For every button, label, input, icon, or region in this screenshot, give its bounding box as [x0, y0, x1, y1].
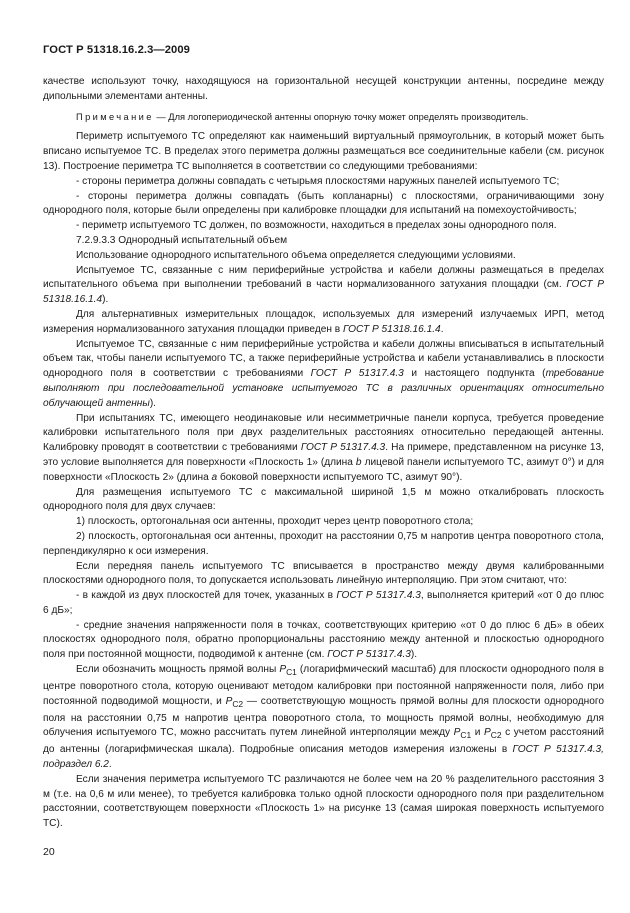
paragraph: Если значения периметра испытуемого ТС различаются не более чем на 20 % разделительного расстояния 3 м (т.е. на 0,6 м или менее), то требуется калибровка только одной плоскости однородного поля при разделительном расстоянии, соответствующем поверхности «Плоскость 1» на рисунке 13 (самая широкая поверхность испытуемого ТС).	[43, 773, 604, 830]
paragraph: 1) плоскость, ортогональная оси антенны, проходит через центр поворотного стола;	[76, 516, 474, 528]
paragraph: - периметр испытуемого ТС должен, по возможности, находиться в пределах зоны однородного поля.	[76, 220, 557, 232]
paragraph: качестве используют точку, находящуюся на горизонтальной несущей конструкции антенны, посредине между дипольными элементами антенны.	[43, 76, 604, 102]
paragraph: - в каждой из двух плоскостей для точек, указанных в ГОСТ Р 51317.4.3, выполняется критерий «от 0 до плюс 6 дБ»;	[43, 590, 604, 616]
document-body	[43, 75, 604, 832]
paragraph: Примечание — Для логопериодической антенны опорную точку может определять производитель.	[76, 111, 529, 122]
paragraph: Для альтернативных измерительных площадок, используемых для измерений излучаемых ИРП, метод измерения нормализованного затухания площадки приведен в ГОСТ Р 51318.16.1.4.	[43, 308, 604, 335]
paragraph: Использование однородного испытательного объема определяется следующими условиями.	[76, 249, 516, 261]
paragraph: Если обозначить мощность прямой волны $P_{C1}$ (логарифмический масштаб) для плоскости однородного поля в центре поворотного стола, которую оценивают методом калибровки при постоянной напряженности поля, либо при постоянной подводимой мощности, и $P_{C2}$ — соответствующую мощность прямой волны для плоскости однородного поля на расстоянии 0,75 м напротив центра поворотного стола, то мощность прямой волны, необходимую для облучения испытуемого ТС, можно рассчитать путем линейной интерполяции между $P_{C1}$ и $P_{C2}$ с учетом расстояний до антенны (логарифмическая шкала). Подробные описания методов измерения изложены в ГОСТ Р 51317.4.3, подраздел 6.2.	[43, 664, 604, 770]
paragraph: Если передняя панель испытуемого ТС вписывается в пространство между двумя калиброванными плоскостями однородного поля, то допускается использовать линейную интерполяцию. При этом считают, что:	[43, 560, 604, 587]
paragraph: - стороны периметра должны совпадать (быть копланарны) с плоскостями, ограничивающими зону однородного поля, которые были определены при калибровке площадки для испытаний на помехоустойчивость;	[43, 190, 604, 217]
paragraph: Испытуемое ТС, связанные с ним периферийные устройства и кабели должны размещаться в пределах испытательного объема при выполнении требований в части нормализованного затухания площадки (см. ГОСТ Р 51318.16.1.4).	[43, 264, 605, 306]
paragraph: - стороны периметра должны совпадать с четырьмя плоскостями наружных панелей испытуемого ТС;	[76, 175, 560, 187]
document-header: ГОСТ Р 51318.16.2.3—2009	[43, 44, 191, 56]
paragraph: 2) плоскость, ортогональная оси антенны, проходит на расстоянии 0,75 м напротив центра поворотного стола, перпендикулярно к оси измерения.	[43, 530, 604, 557]
paragraph: 7.2.9.3.3 Однородный испытательный объем	[76, 234, 288, 246]
paragraph: При испытаниях ТС, имеющего неодинаковые или несимметричные панели корпуса, требуется проведение калибровки испытательного поля при двух разделительных расстояниях относительно передающей антенны. Калибровку проводят в соответствии с требованиями ГОСТ Р 51317.4.3. На примере, представленном на рисунке 13, это условие выполняется для поверхности «Плоскость 1» (длина b лицевой панели испытуемого ТС, азимут 0°) и для поверхности «Плоскость 2» (длина a боковой поверхности испытуемого ТС, азимут 90°).	[43, 412, 604, 483]
paragraph: Для размещения испытуемого ТС с максимальной шириной 1,5 м можно откалибровать плоскость однородного поля для двух случаев:	[43, 486, 604, 513]
page-number: 20	[43, 846, 55, 858]
paragraph: - средние значения напряженности поля в точках, соответствующих критерию «от 0 до плюс 6 дБ» в обеих плоскостях однородного поля, обратно пропорциональны расстоянию между антенной и плоскостью однородного поля при постоянной мощности, подводимой к антенне (см. ГОСТ Р 51317.4.3).	[43, 619, 604, 661]
paragraph: Периметр испытуемого ТС определяют как наименьший виртуальный прямоугольник, в который может быть вписано испытуемое ТС. В пределах этого периметра должны размещаться все соединительные кабели (см. рисунок 13). Построение периметра ТС выполняется в соответствии со следующими требованиями:	[43, 131, 604, 172]
paragraph: Испытуемое ТС, связанные с ним периферийные устройства и кабели должны вписываться в испытательный объем так, чтобы панели испытуемого ТС, а также периферийные устройства и кабели устанавливались в плоскости однородного поля в соответствии с требованиями ГОСТ Р 51317.4.3 и настоящего подпункта (требование выполняют при последовательной установке испытуемого ТС в различных ориентациях относительно облучающей антенны).	[43, 338, 604, 409]
